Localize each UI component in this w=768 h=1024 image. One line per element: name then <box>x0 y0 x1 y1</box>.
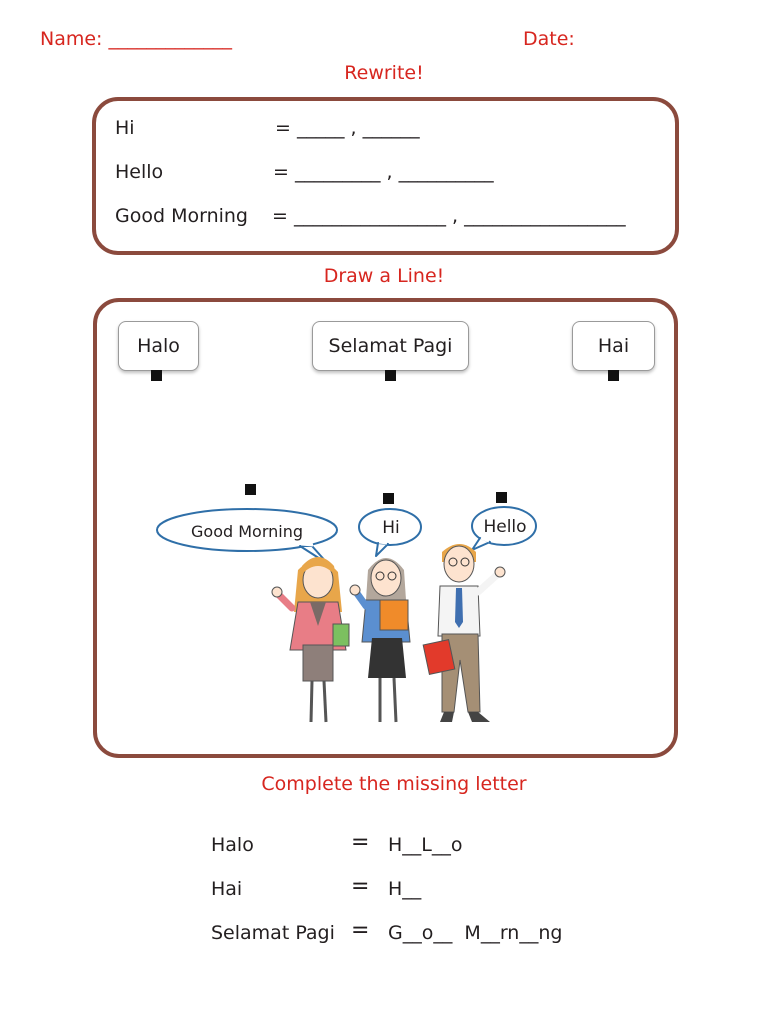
rewrite-word: Hi <box>115 117 135 139</box>
rewrite-title: Rewrite! <box>344 62 424 84</box>
name-field-label: Name: _____________ <box>40 28 232 50</box>
complete-pattern[interactable]: G__o__ M__rn__ng <box>388 922 563 944</box>
word-box-hai <box>572 321 655 371</box>
complete-title: Complete the missing letter <box>261 773 527 795</box>
bubble-text-hi: Hi <box>382 518 400 538</box>
complete-word: Halo <box>211 834 254 856</box>
teachers-illustration <box>150 500 550 740</box>
rewrite-word: Good Morning <box>115 205 248 227</box>
bubble-text-hello: Hello <box>483 517 527 537</box>
complete-pattern[interactable]: H__L__o <box>388 834 463 856</box>
complete-equals: = <box>351 830 370 855</box>
word-box-halo <box>118 321 199 371</box>
rewrite-answer-blank[interactable]: = ________________ , _________________ <box>272 205 626 227</box>
word-box-selamat-pagi <box>312 321 469 371</box>
complete-word: Selamat Pagi <box>211 922 335 944</box>
speech-bubble-hello <box>472 507 536 550</box>
complete-pattern[interactable]: H__ <box>388 878 422 900</box>
rewrite-word: Hello <box>115 161 164 183</box>
word-box-label: Selamat Pagi <box>328 335 453 357</box>
teacher-woman-red-jacket-icon <box>272 557 349 722</box>
connect-dot-hai[interactable] <box>608 370 619 381</box>
connect-dot-halo[interactable] <box>151 370 162 381</box>
word-box-label: Hai <box>597 335 630 357</box>
speech-bubble-hi <box>359 509 421 556</box>
complete-equals: = <box>351 874 370 899</box>
complete-word: Hai <box>211 878 243 900</box>
draw-line-title: Draw a Line! <box>323 265 445 287</box>
date-field-label: Date: <box>523 28 575 50</box>
teacher-woman-glasses-icon <box>350 558 410 722</box>
rewrite-answer-blank[interactable]: = _____ , ______ <box>275 117 420 139</box>
teacher-man-tie-icon <box>423 544 505 722</box>
speech-bubble-good-morning <box>157 509 337 564</box>
connect-dot-good-morning[interactable] <box>245 484 256 495</box>
connect-dot-selamat-pagi[interactable] <box>385 370 396 381</box>
rewrite-answer-blank[interactable]: = _________ , __________ <box>273 161 494 183</box>
word-box-label: Halo <box>137 335 180 357</box>
complete-equals: = <box>351 918 370 943</box>
bubble-text-good-morning: Good Morning <box>191 522 303 541</box>
